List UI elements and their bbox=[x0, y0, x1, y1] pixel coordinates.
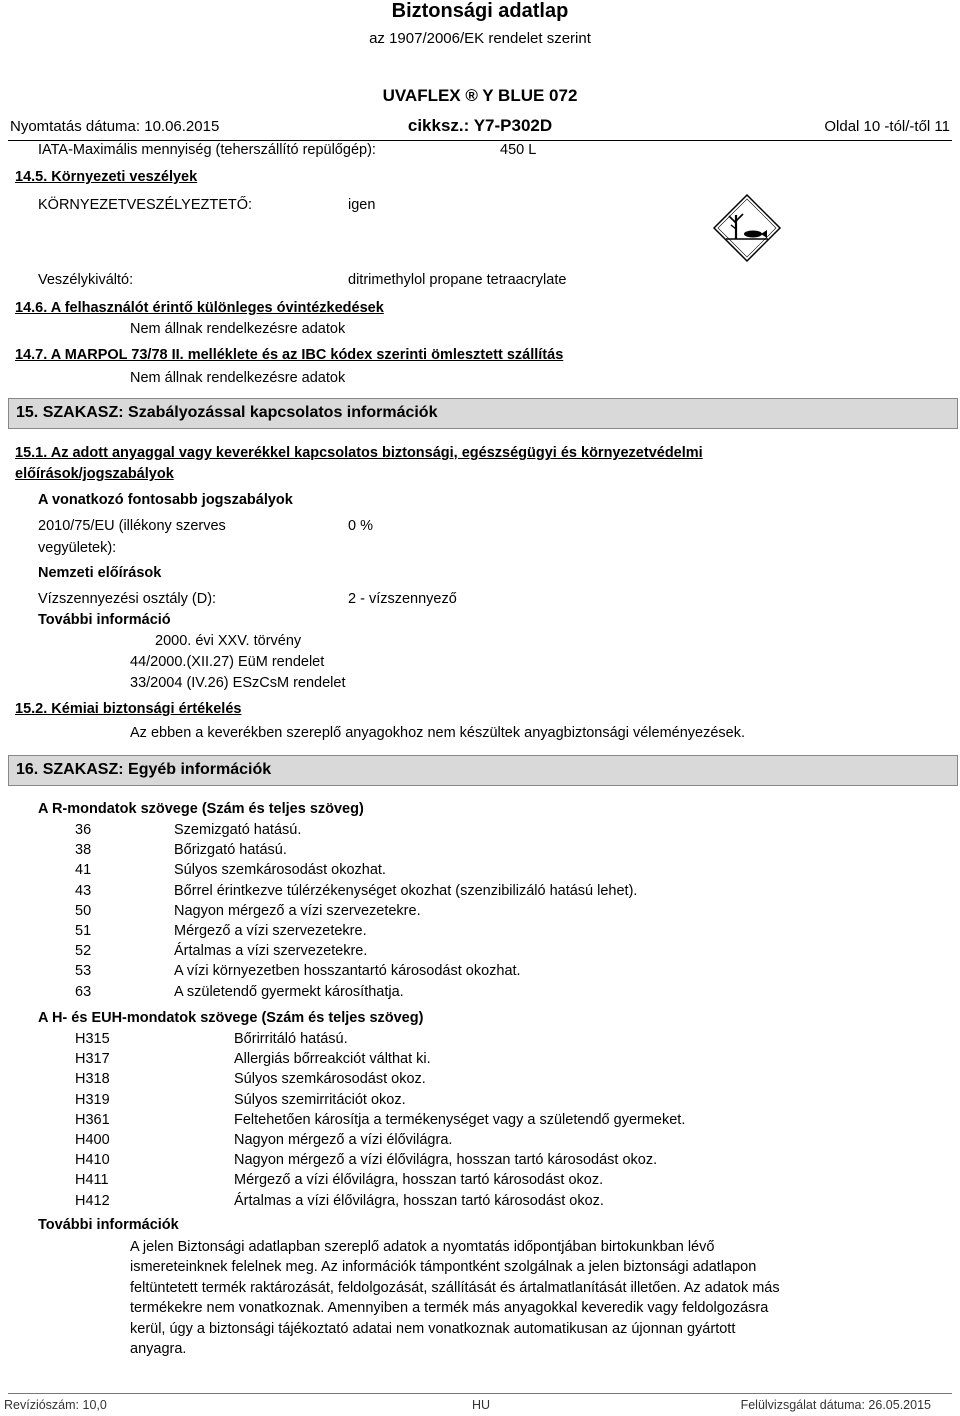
section-15-1-heading: 15.1. Az adott anyaggal vagy keverékkel kapcsolatos biztonsági, egészségügyi és környezetvédelmi bbox=[15, 445, 703, 461]
phrase-code: H400 bbox=[75, 1132, 110, 1148]
iata-label: IATA-Maximális mennyiség (teherszállító repülőgép): bbox=[38, 142, 376, 158]
marpol-heading: 14.7. A MARPOL 73/78 II. melléklete és az IBC kódex szerinti ömlesztett szállítás bbox=[15, 347, 564, 363]
phrase-code: 63 bbox=[75, 983, 92, 1000]
document-title: Biztonsági adatlap bbox=[391, 0, 569, 22]
phrase-code: 52 bbox=[75, 943, 92, 960]
additional-info-heading-15: További információ bbox=[38, 612, 171, 628]
phrase-code: 53 bbox=[75, 963, 92, 980]
phrase-text: Ártalmas a vízi szervezetekre. bbox=[174, 943, 368, 960]
additional-info-heading-16: További információk bbox=[38, 1217, 179, 1233]
law-item: 33/2004 (IV.26) ESzCsM rendelet bbox=[130, 675, 346, 691]
phrase-code: H315 bbox=[75, 1031, 110, 1047]
trigger-label: Veszélykiváltó: bbox=[38, 272, 134, 288]
env-hazard-label: KÖRNYEZETVESZÉLYEZTETŐ: bbox=[38, 197, 253, 213]
section-15-2-heading: 15.2. Kémiai biztonsági értékelés bbox=[15, 701, 242, 717]
section-16-header bbox=[8, 755, 958, 786]
voc-label: 2010/75/EU (illékony szerves bbox=[38, 518, 226, 534]
phrase-text: Nagyon mérgező a vízi élővilágra, hosszan tartó károsodást okoz. bbox=[234, 1152, 658, 1169]
phrase-code: H318 bbox=[75, 1071, 110, 1088]
phrase-text: A születendő gyermekt károsíthatja. bbox=[174, 983, 404, 1000]
phrase-text: Súlyos szemkárosodást okoz. bbox=[234, 1071, 426, 1088]
section-15-header bbox=[8, 398, 958, 429]
phrase-code: H361 bbox=[75, 1111, 110, 1128]
user-precautions-heading: 14.6. A felhasználót érintő különleges óvintézkedések bbox=[15, 300, 384, 316]
header-divider bbox=[8, 140, 952, 141]
revision-number: Revíziószám: 10,0 bbox=[4, 1398, 107, 1412]
phrase-code: 43 bbox=[75, 882, 92, 899]
voc-value: 0 % bbox=[348, 518, 373, 534]
phrase-text: Mérgező a vízi élővilágra, hosszan tartó károsodást okoz. bbox=[234, 1172, 604, 1189]
environment-hazard-icon bbox=[712, 193, 782, 263]
phrase-text: Bőrirritáló hatású. bbox=[234, 1031, 348, 1047]
phrase-text: Bőrizgató hatású. bbox=[174, 842, 287, 859]
chemical-safety-text: Az ebben a keverékben szereplő anyagokhoz nem készültek anyagbiztonsági véleményezések. bbox=[130, 725, 746, 741]
r-phrases-heading: A R-mondatok szövege (Szám és teljes szöveg) bbox=[38, 801, 364, 817]
phrase-text: Súlyos szemirritációt okoz. bbox=[234, 1091, 406, 1108]
phrase-text: Szemizgató hatású. bbox=[174, 822, 302, 838]
env-hazard-value: igen bbox=[348, 197, 376, 213]
additional-info-line: kerül, úgy a biztonsági tájékoztató adatai nem vonatkoznak automatikusan az újonnan gyártott bbox=[130, 1320, 736, 1337]
iata-value: 450 L bbox=[500, 142, 537, 158]
relevant-regulations-heading: A vonatkozó fontosabb jogszabályok bbox=[38, 492, 293, 508]
phrase-text: A vízi környezetben hosszantartó károsodást okozhat. bbox=[174, 963, 521, 980]
phrase-text: Ártalmas a vízi élővilágra, hosszan tartó károsodást okoz. bbox=[234, 1192, 604, 1209]
water-hazard-value: 2 - vízszennyező bbox=[348, 591, 457, 607]
additional-info-line: anyagra. bbox=[130, 1341, 187, 1357]
law-item: 44/2000.(XII.27) EüM rendelet bbox=[130, 654, 325, 670]
phrase-text: Nagyon mérgező a vízi élővilágra. bbox=[234, 1132, 453, 1148]
phrase-code: H412 bbox=[75, 1192, 110, 1209]
print-date: Nyomtatás dátuma: 10.06.2015 bbox=[10, 118, 220, 135]
document-subtitle: az 1907/2006/EK rendelet szerint bbox=[369, 30, 591, 47]
phrase-code: 51 bbox=[75, 923, 92, 939]
additional-info-line: termékekre nem vonatkoznak. Amennyiben a termék más anyagokkal keveredik vagy feldolgozásra bbox=[130, 1300, 769, 1317]
marpol-value: Nem állnak rendelkezésre adatok bbox=[130, 370, 346, 386]
section-16-title: 16. SZAKASZ: Egyéb információk bbox=[16, 761, 272, 778]
phrase-text: Bőrrel érintkezve túlérzékenységet okozhat (szenzibilizáló hatású lehet). bbox=[174, 882, 638, 899]
phrase-text: Mérgező a vízi szervezetekre. bbox=[174, 923, 367, 939]
phrase-code: H317 bbox=[75, 1051, 110, 1068]
product-name: UVAFLEX ® Y BLUE 072 bbox=[382, 86, 578, 105]
user-precautions-value: Nem állnak rendelkezésre adatok bbox=[130, 321, 346, 337]
page-number: Oldal 10 -tól/-től 11 bbox=[824, 118, 950, 135]
water-hazard-label: Vízszennyezési osztály (D): bbox=[38, 591, 217, 607]
additional-info-line: ismereteinknek felelnek meg. Az információk támpontként szolgálnak a jelen biztonsági adatlapon bbox=[130, 1259, 757, 1276]
section-15-title: 15. SZAKASZ: Szabályozással kapcsolatos információk bbox=[16, 404, 438, 421]
phrase-text: Súlyos szemkárosodást okozhat. bbox=[174, 862, 386, 879]
phrase-code: 36 bbox=[75, 822, 92, 838]
phrase-code: 41 bbox=[75, 862, 92, 879]
phrase-code: H411 bbox=[75, 1172, 109, 1189]
phrase-code: 50 bbox=[75, 902, 92, 919]
additional-info-line: A jelen Biztonsági adatlapban szereplő adatok a nyomtatás időpontjában birtokunkban lévő bbox=[130, 1239, 715, 1255]
additional-info-line: feltüntetett termék raktározását, feldolgozását, szállítását és ártalmatlanítását illetően. Az adatok más bbox=[130, 1279, 780, 1296]
phrase-code: H319 bbox=[75, 1091, 110, 1108]
review-date: Felülvizsgálat dátuma: 26.05.2015 bbox=[740, 1398, 931, 1412]
phrase-text: Feltehetően károsítja a termékenységet vagy a születendő gyermeket. bbox=[234, 1111, 686, 1128]
language-code: HU bbox=[472, 1398, 491, 1412]
law-item: 2000. évi XXV. törvény bbox=[155, 633, 302, 649]
footer-divider bbox=[8, 1393, 952, 1394]
h-phrases-heading: A H- és EUH-mondatok szövege (Szám és teljes szöveg) bbox=[38, 1010, 424, 1026]
phrase-code: 38 bbox=[75, 842, 92, 859]
trigger-value: ditrimethylol propane tetraacrylate bbox=[348, 272, 567, 288]
voc-label-cont: vegyületek): bbox=[38, 540, 117, 556]
section-15-1-heading-cont: előírások/jogszabályok bbox=[15, 466, 174, 482]
phrase-text: Nagyon mérgező a vízi szervezetekre. bbox=[174, 902, 421, 919]
national-regulations-heading: Nemzeti előírások bbox=[38, 565, 162, 581]
phrase-code: H410 bbox=[75, 1152, 110, 1169]
env-hazards-heading: 14.5. Környezeti veszélyek bbox=[15, 169, 198, 185]
phrase-text: Allergiás bőrreakciót válthat ki. bbox=[234, 1051, 431, 1068]
article-number: cikksz.: Y7-P302D bbox=[407, 116, 553, 135]
